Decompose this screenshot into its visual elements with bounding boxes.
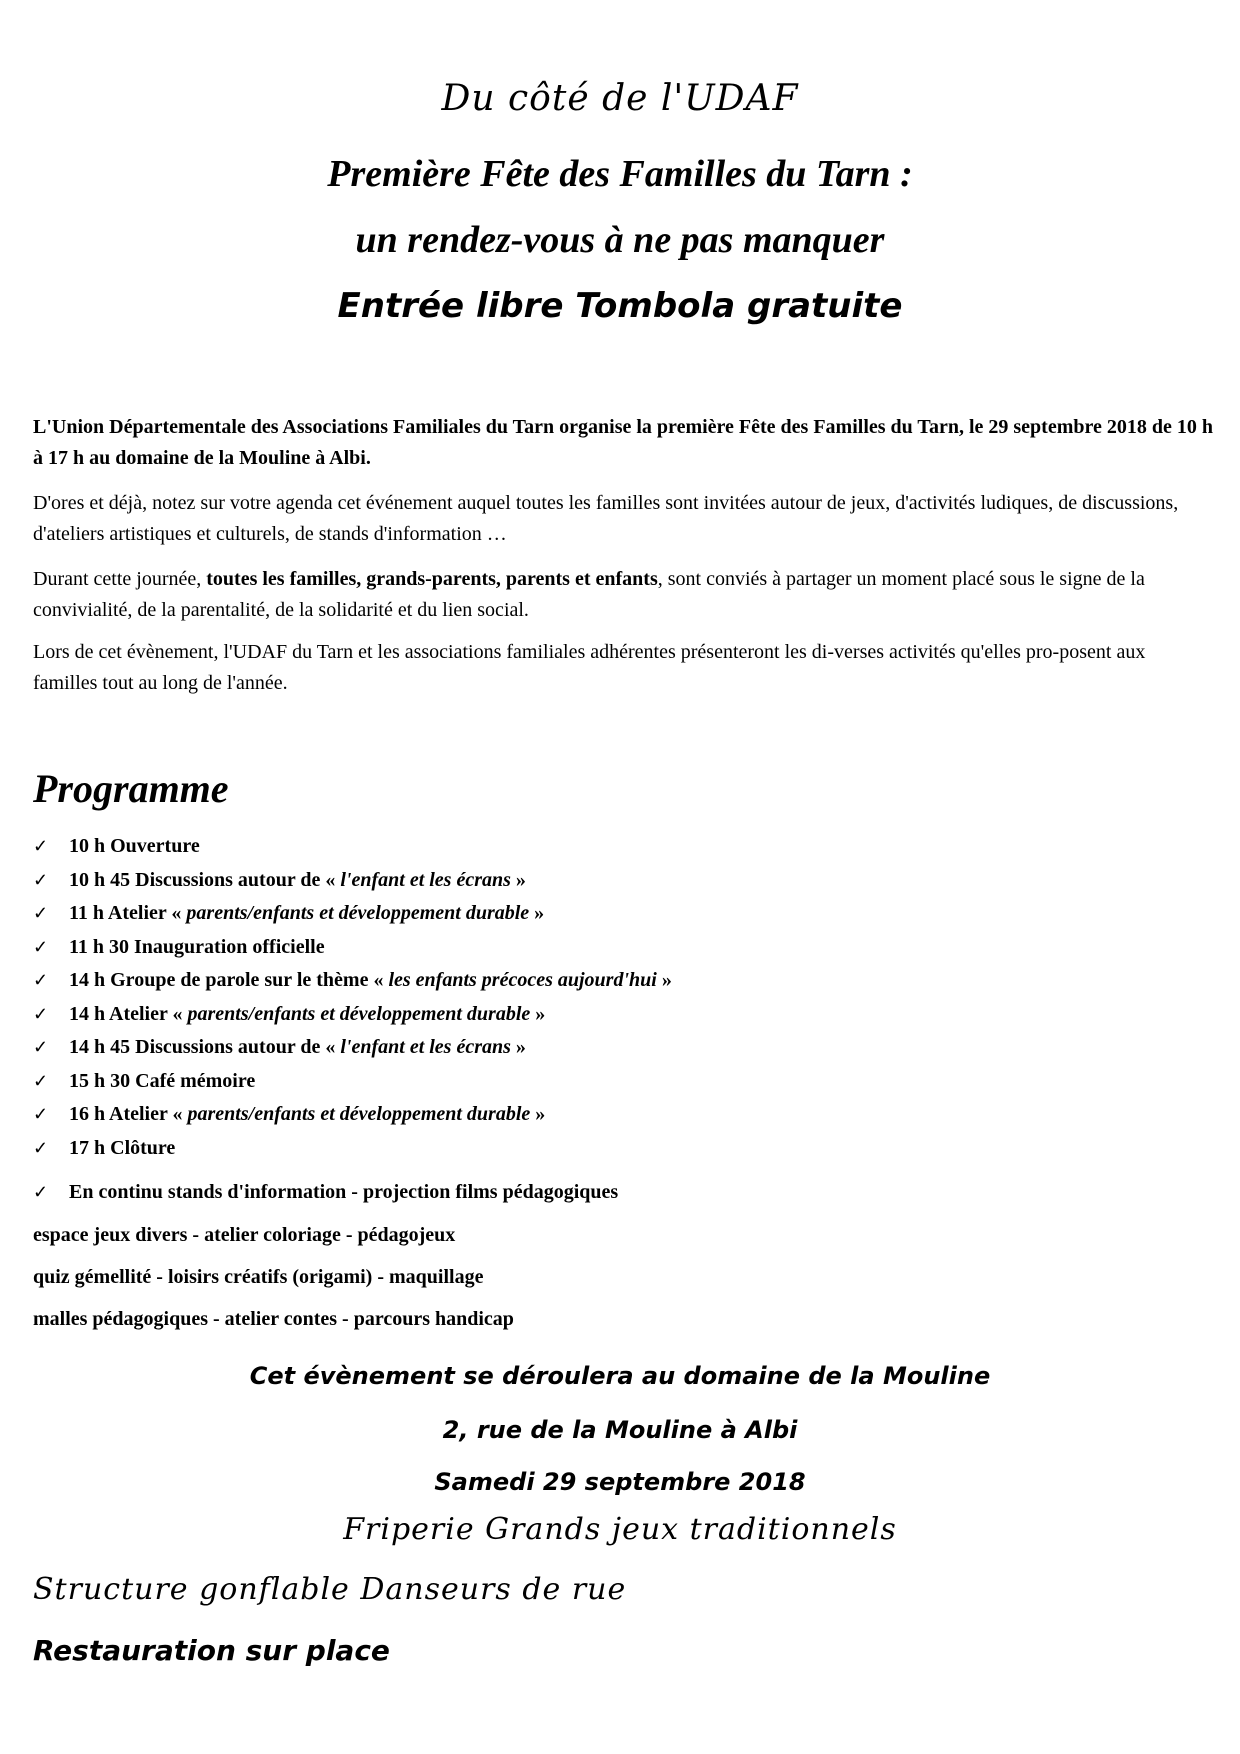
- list-item: [33, 830, 1213, 864]
- extra-activities-2: quiz gémellité - loisirs créatifs (origami) - maquillage: [33, 1266, 484, 1288]
- item-italic: les enfants précoces aujourd'hui: [388, 969, 657, 991]
- item-text: 11 h 30 Inauguration officielle: [69, 935, 325, 958]
- fripperie-line: Friperie Grands jeux traditionnels: [343, 1512, 897, 1547]
- item-italic: l'enfant et les écrans: [340, 1036, 511, 1058]
- item-text: 17 h Clôture: [69, 1136, 176, 1159]
- list-item: [33, 1132, 1213, 1166]
- list-item: [33, 931, 1213, 965]
- item-close: »: [529, 902, 545, 924]
- intro-paragraph-1: L'Union Départementale des Associations Familiales du Tarn organise la première Fête des Familles du Tarn, le 29 septembre 2018 de 10 h à 17 h au domaine de la Mouline à Albi.: [33, 416, 1213, 469]
- list-item: [33, 964, 1213, 998]
- item-text: 14 h Groupe de parole sur le thème «: [69, 969, 389, 991]
- extra-activities-1: espace jeux divers - atelier coloriage - pédagojeux: [33, 1224, 456, 1246]
- list-item: [33, 1065, 1213, 1099]
- check-icon: ✓: [33, 1137, 49, 1158]
- tagline: Entrée libre Tombola gratuite: [337, 286, 903, 326]
- item-italic: parents/enfants et développement durable: [187, 1103, 531, 1125]
- intro-paragraph-4: Lors de cet évènement, l'UDAF du Tarn et les associations familiales adhérentes présenteront les di-verses activités qu'elles pro-posent aux familles tout au long de l'année.: [33, 641, 1146, 694]
- intro-p3-rest: , sont conviés à partager un moment placé sous le signe de la convivialité, de la parentalité, de la solidarité et du lien social.: [33, 568, 1145, 621]
- check-icon: ✓: [33, 903, 49, 923]
- item-text: 16 h Atelier «: [69, 1103, 188, 1125]
- check-icon: ✓: [33, 1182, 49, 1202]
- check-icon: ✓: [33, 1104, 49, 1124]
- subtitle: un rendez-vous à ne pas manquer: [355, 219, 885, 261]
- main-title: Première Fête des Familles du Tarn :: [327, 153, 913, 195]
- restauration-line: Restauration sur place: [33, 1634, 390, 1667]
- list-item: [33, 1031, 1213, 1065]
- list-item: [33, 1176, 1213, 1210]
- intro-p3-bold: toutes les familles, grands-parents, parents et enfants: [206, 568, 658, 590]
- kicker-title: Du côté de l'UDAF: [441, 78, 799, 119]
- item-text: 10 h Ouverture: [69, 835, 200, 857]
- item-close: »: [530, 1103, 546, 1125]
- item-text: 15 h 30 Café mémoire: [69, 1069, 256, 1092]
- check-icon: ✓: [33, 1003, 49, 1024]
- address-line: 2, rue de la Mouline à Albi: [442, 1416, 798, 1444]
- item-close: »: [510, 1036, 526, 1058]
- list-item: [33, 1098, 1213, 1132]
- list-item: [33, 897, 1213, 931]
- item-text: 10 h 45 Discussions autour de «: [69, 868, 341, 891]
- check-icon: ✓: [33, 936, 49, 957]
- list-item: [33, 864, 1213, 898]
- intro-p3-lead: Durant cette journée,: [33, 568, 207, 590]
- check-icon: ✓: [33, 836, 49, 856]
- item-italic: parents/enfants et développement durable: [186, 902, 530, 924]
- item-text: 11 h Atelier «: [69, 902, 187, 924]
- continuous-list: [33, 1176, 1213, 1210]
- location-line: Cet évènement se déroulera au domaine de la Mouline: [249, 1362, 991, 1390]
- item-close: »: [510, 868, 526, 891]
- continuous-text: En continu stands d'information - projection films pédagogiques: [69, 1181, 619, 1203]
- check-icon: ✓: [33, 970, 49, 990]
- item-italic: l'enfant et les écrans: [340, 868, 511, 891]
- item-close: »: [530, 1002, 546, 1025]
- check-icon: ✓: [33, 869, 49, 890]
- structure-line: Structure gonflable Danseurs de rue: [33, 1572, 627, 1607]
- item-close: »: [656, 969, 672, 991]
- check-icon: ✓: [33, 1037, 49, 1057]
- item-text: 14 h Atelier «: [69, 1002, 188, 1025]
- intro-paragraph-2: D'ores et déjà, notez sur votre agenda cet événement auquel toutes les familles sont invitées autour de jeux, d'activités ludiques, de discussions, d'ateliers artistiques et culturels, de stands d'information …: [33, 492, 1179, 545]
- programme-list: [33, 830, 1213, 1165]
- item-text: 14 h 45 Discussions autour de «: [69, 1036, 341, 1058]
- item-italic: parents/enfants et développement durable: [187, 1002, 531, 1025]
- list-item: [33, 998, 1213, 1032]
- extra-activities-3: malles pédagogiques - atelier contes - parcours handicap: [33, 1308, 514, 1330]
- intro-paragraph-3: [33, 564, 1213, 626]
- check-icon: ✓: [33, 1070, 49, 1091]
- date-line: Samedi 29 septembre 2018: [434, 1468, 806, 1496]
- programme-heading: Programme: [33, 766, 229, 811]
